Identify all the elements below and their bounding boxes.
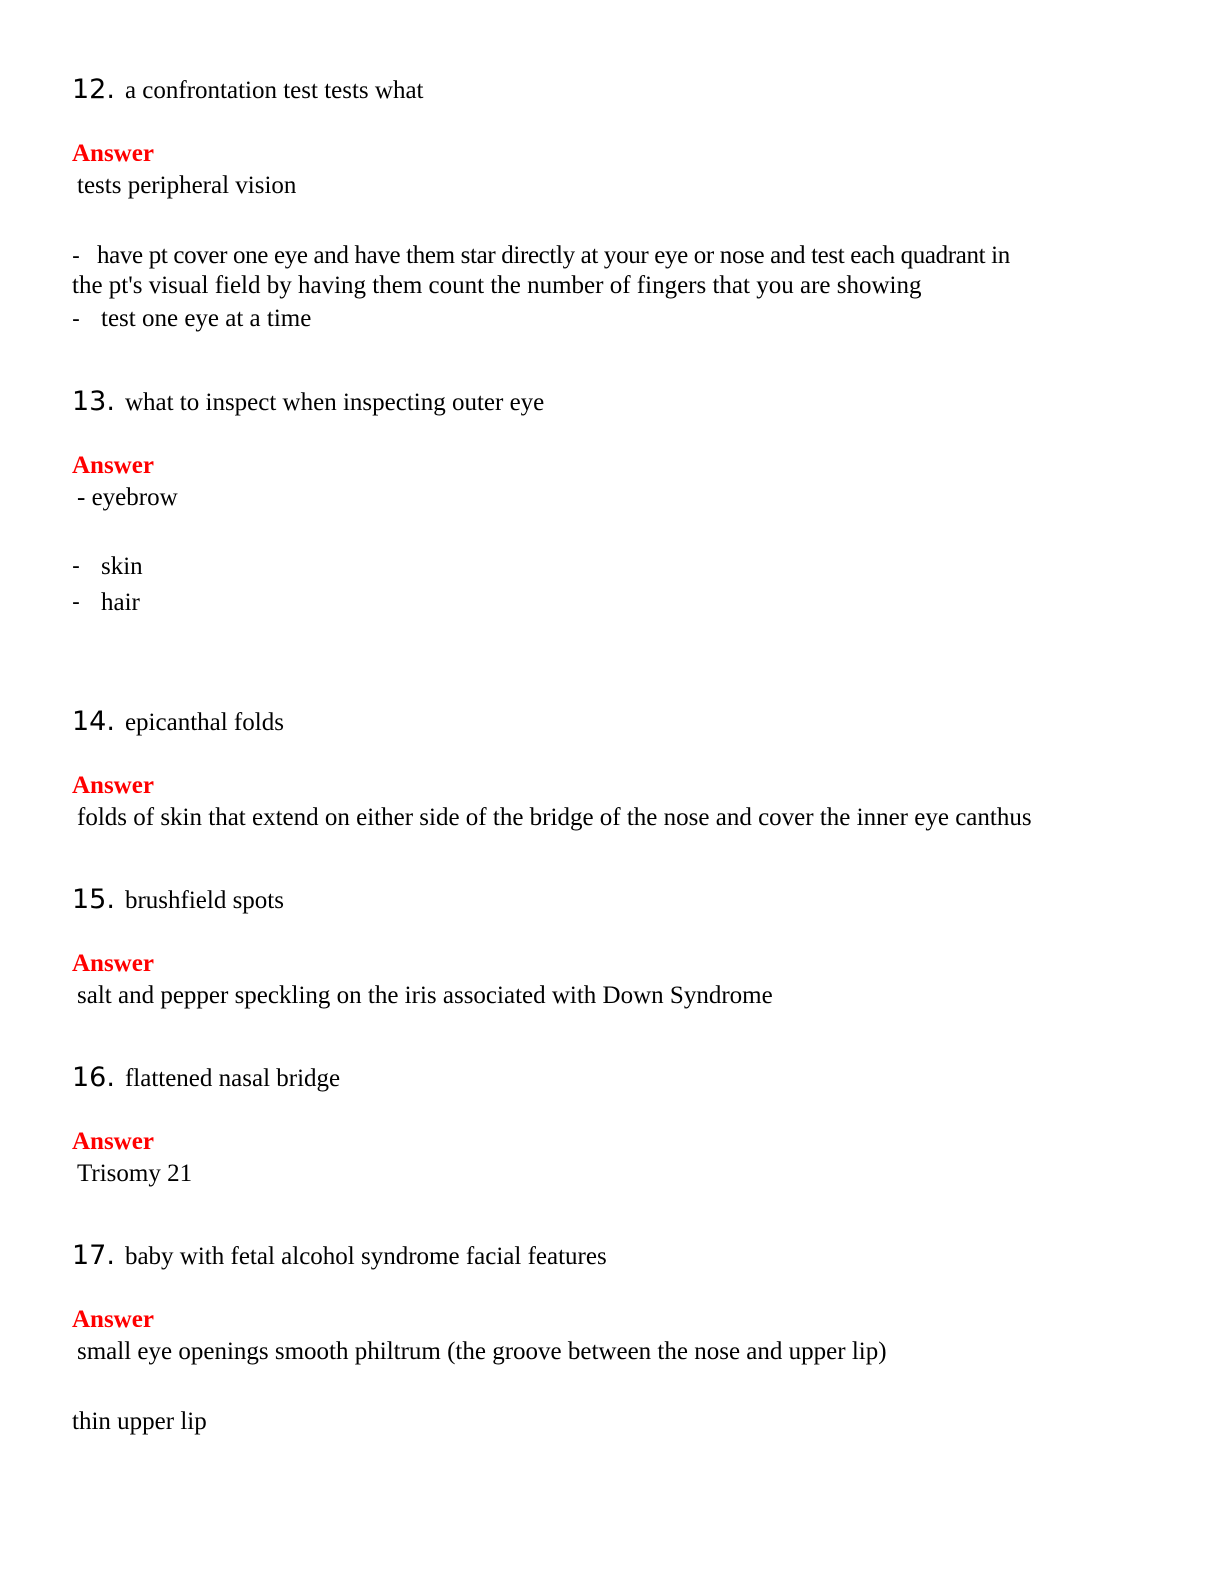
answer-line: test one eye at a time (101, 305, 312, 332)
bullet-dash: - (72, 307, 80, 332)
answer-line: hair (101, 589, 140, 616)
question-12 (72, 74, 424, 105)
answer-line: folds of skin that extend on either side of the bridge of the nose and cover the inner eye canthus (77, 804, 1032, 831)
answer-line: tests peripheral vision (77, 172, 297, 199)
question-14 (72, 706, 284, 737)
question-15 (72, 884, 284, 915)
question-number: 13. (72, 386, 115, 417)
answer-line: small eye openings smooth philtrum (the groove between the nose and upper lip) (77, 1338, 887, 1365)
question-text: brushfield spots (124, 887, 284, 914)
question-number: 14. (72, 706, 115, 737)
question-number: 12. (72, 74, 115, 105)
question-16 (72, 1062, 340, 1093)
question-number: 17. (72, 1240, 115, 1271)
answer-line: salt and pepper speckling on the iris associated with Down Syndrome (77, 982, 773, 1009)
question-text: baby with fetal alcohol syndrome facial features (124, 1243, 607, 1270)
question-number: 15. (72, 884, 115, 915)
answer-line: thin upper lip (72, 1408, 207, 1435)
question-text: flattened nasal bridge (124, 1065, 341, 1092)
answer-line: have pt cover one eye and have them star directly at your eye or nose and test each quadrant in (97, 242, 1010, 269)
answer-line: the pt's visual field by having them count the number of fingers that you are showing (72, 272, 922, 299)
answer-label: Answer (72, 1306, 154, 1333)
answer-label: Answer (72, 1128, 154, 1155)
answer-label: Answer (72, 950, 154, 977)
question-text: a confrontation test tests what (124, 77, 424, 104)
answer-label: Answer (72, 772, 154, 799)
bullet-dash: - (72, 590, 80, 615)
question-17 (72, 1240, 607, 1271)
question-number: 16. (72, 1062, 115, 1093)
answer-label: Answer (72, 140, 154, 167)
question-text: what to inspect when inspecting outer eye (124, 389, 545, 416)
question-13 (72, 386, 544, 417)
answer-line: - eyebrow (77, 484, 178, 511)
bullet-dash: - (72, 244, 80, 269)
question-text: epicanthal folds (124, 709, 284, 736)
answer-label: Answer (72, 452, 154, 479)
answer-line: skin (101, 553, 143, 580)
answer-line: Trisomy 21 (77, 1160, 193, 1187)
bullet-dash: - (72, 554, 80, 579)
